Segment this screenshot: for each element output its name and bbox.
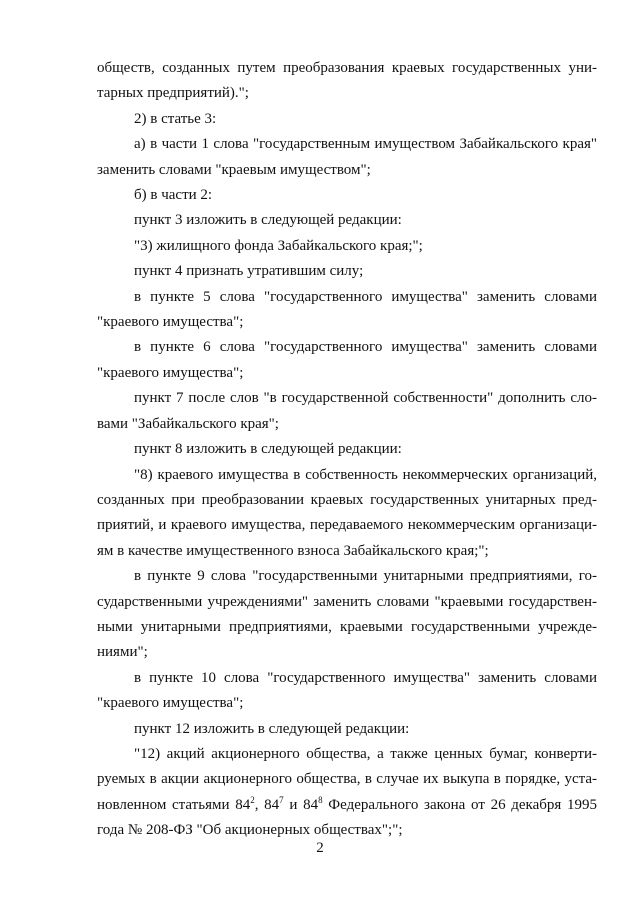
text-line: пункт 8 изложить в следующей редакции:: [134, 441, 402, 458]
text-line: пункт 12 изложить в следующей редакции:: [134, 720, 410, 737]
text-line: приятий, и краевого имущества, передаваемого некоммерческим организаци-: [97, 517, 597, 534]
text-line: созданных при преобразовании краевых государственных унитарных пред-: [97, 491, 597, 508]
text-line: "8) краевого имущества в собственность некоммерческих организаций,: [134, 466, 597, 483]
text-line: пункт 3 изложить в следующей редакции:: [134, 212, 402, 229]
text-line: "12) акций акционерного общества, а также ценных бумаг, конверти-: [134, 745, 597, 762]
superscript: 7: [279, 794, 284, 805]
text-line: вами "Забайкальского края";: [97, 415, 279, 432]
text-line: ям в качестве имущественного взноса Забайкальского края;";: [97, 542, 489, 559]
text-line: "краевого имущества";: [97, 364, 244, 381]
page-number: 2: [316, 840, 324, 856]
text-line: обществ, созданных путем преобразования краевых государственных уни-: [97, 60, 597, 76]
text-line: тарных предприятий).";: [97, 85, 249, 102]
text-line: в пункте 10 слова "государственного имущества" заменить словами: [134, 669, 597, 686]
text-line: ниями";: [97, 644, 148, 661]
superscript: 2: [250, 794, 255, 805]
text-line: в пункте 5 слова "государственного имущества" заменить словами: [134, 288, 597, 305]
text-line: 2) в статье 3:: [134, 110, 217, 127]
text-line: сударственными учреждениями" заменить словами "краевыми государствен-: [97, 593, 597, 610]
text-line: пункт 7 после слов "в государственной собственности" дополнить сло-: [134, 390, 597, 407]
text-line: ными унитарными предприятиями, краевыми государственными учрежде-: [97, 618, 597, 635]
text-line: в пункте 6 слова "государственного имущества" заменить словами: [134, 339, 597, 356]
text-line: б) в части 2:: [134, 187, 213, 204]
text-line: "краевого имущества";: [97, 695, 244, 712]
text-line: в пункте 9 слова "государственными унитарными предприятиями, го-: [134, 568, 597, 585]
text-line: руемых в акции акционерного общества, в случае их выкупа в порядке, уста-: [97, 771, 597, 788]
document-body: [97, 56, 597, 844]
superscript: 8: [318, 794, 323, 805]
text-line: "3) жилищного фонда Забайкальского края;";: [134, 237, 423, 254]
text-line: заменить словами "краевым имуществом";: [97, 161, 371, 178]
text-line-statutes: новленном статьями $84^2$, $84^7$ и $84^8$ Федерального закона от 26 декабря 1995: [97, 794, 598, 813]
text-line: пункт 4 признать утратившим силу;: [134, 263, 364, 280]
paragraph-lines: [97, 56, 597, 793]
text-line: "краевого имущества";: [97, 314, 244, 331]
text-line: а) в части 1 слова "государственным имуществом Забайкальского края": [134, 136, 597, 153]
text-line-final: года № 208-ФЗ "Об акционерных обществах";";: [97, 822, 403, 839]
